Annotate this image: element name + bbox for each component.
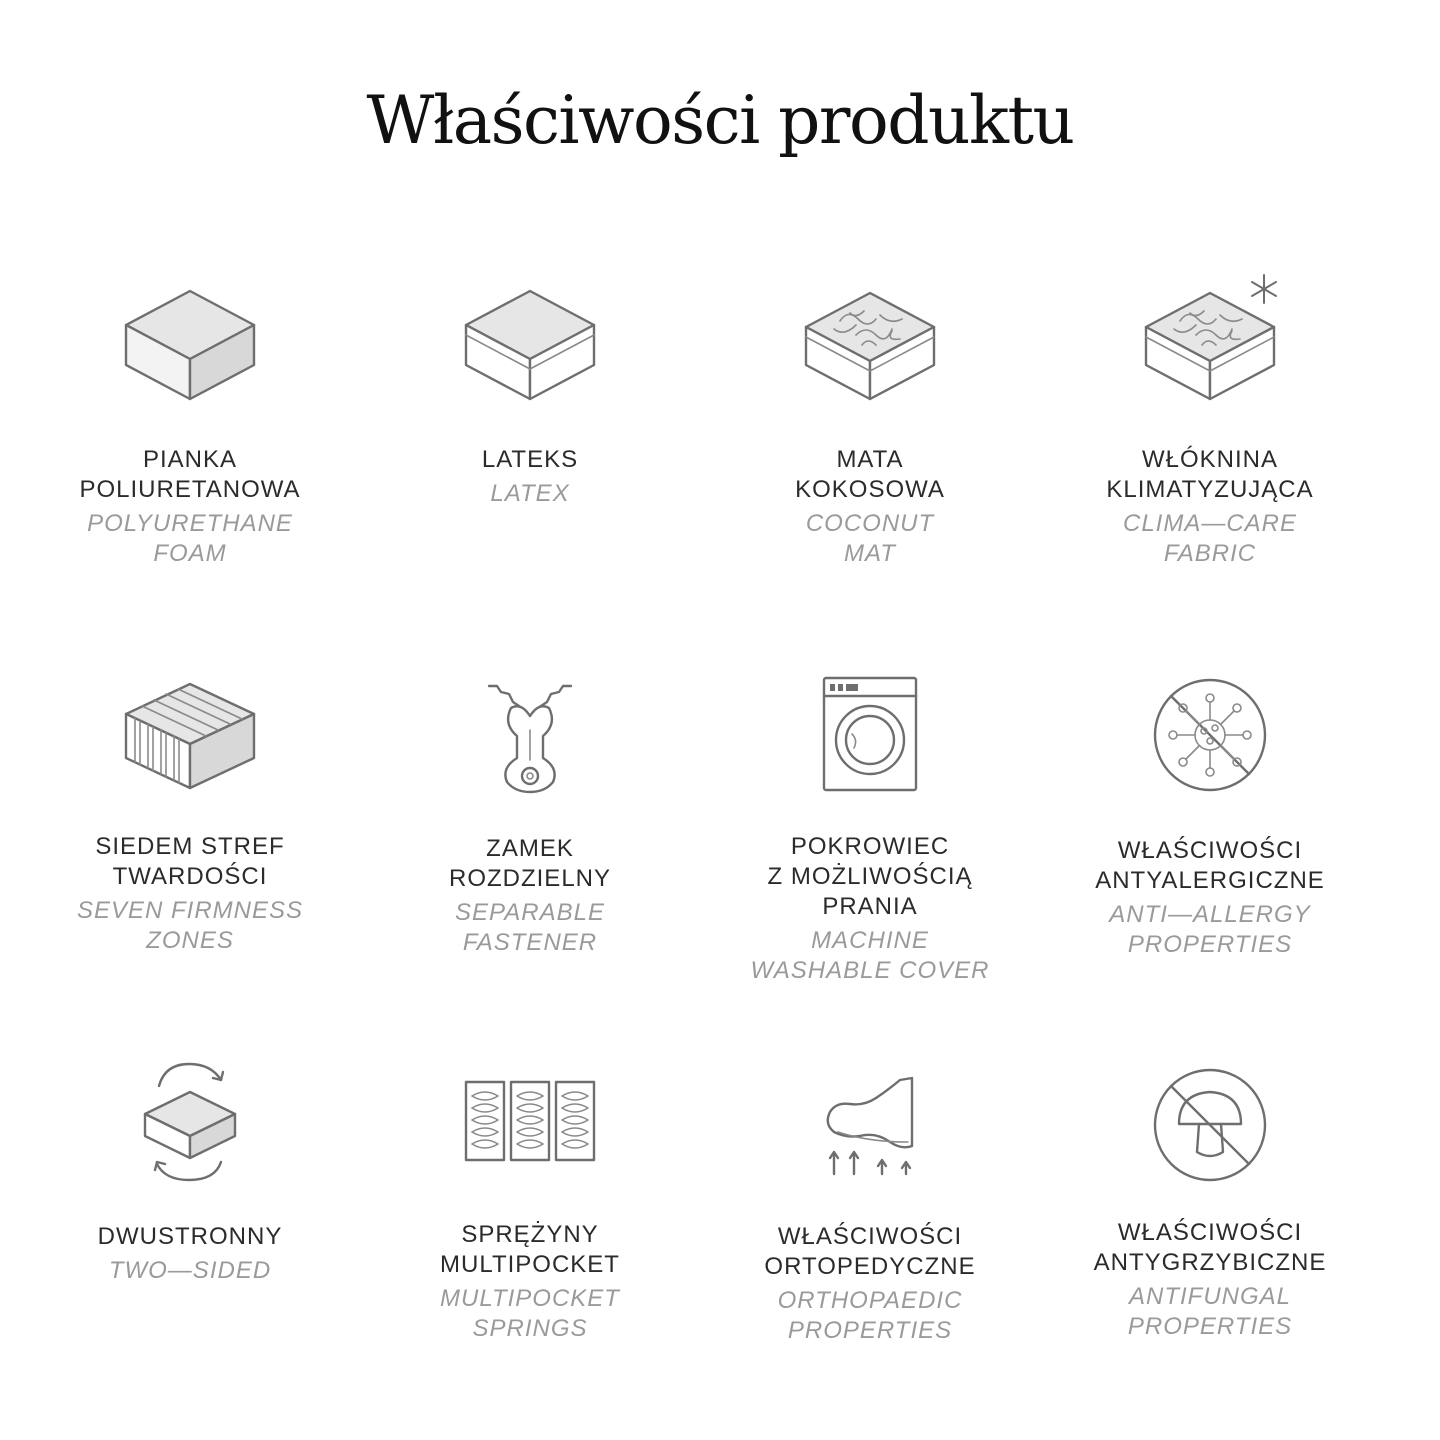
feature-label-pl: WŁAŚCIWOŚCI ORTOPEDYCZNE <box>764 1223 976 1280</box>
feature-seven-firmness-zones <box>20 680 360 956</box>
feature-label-pl: POKROWIEC Z MOŻLIWOŚCIĄ PRANIA <box>767 833 973 920</box>
feature-label-en: MULTIPOCKET SPRINGS <box>440 1285 620 1342</box>
seven-zones-icon <box>120 680 260 792</box>
feature-latex <box>360 285 700 509</box>
feature-multipocket-springs <box>360 1080 700 1344</box>
feature-label-en: MACHINE WASHABLE COVER <box>750 927 990 984</box>
page-title: Właściwości produktu <box>366 82 1074 159</box>
feature-label-pl: PIANKA POLIURETANOWA <box>79 446 301 503</box>
feature-label-en: ORTHOPAEDIC PROPERTIES <box>777 1287 963 1344</box>
clima-care-fabric-icon <box>1140 285 1280 405</box>
coconut-mat-icon <box>800 285 940 405</box>
pocket-springs-icon <box>464 1080 596 1162</box>
feature-label-pl: WŁÓKNINA KLIMATYZUJĄCA <box>1106 446 1314 503</box>
feature-label-en: LATEX <box>490 480 570 507</box>
feature-orthopaedic <box>700 1074 1040 1346</box>
feature-label-pl: LATEKS <box>481 446 579 473</box>
feature-label-en: CLIMA—CARE FABRIC <box>1122 510 1298 567</box>
feature-label-en: ANTIFUNGAL PROPERTIES <box>1127 1283 1293 1340</box>
feature-two-sided <box>20 1058 360 1286</box>
feature-separable-fastener <box>360 680 700 958</box>
feature-label-pl: WŁAŚCIWOŚCI ANTYALERGICZNE <box>1095 837 1325 894</box>
feature-label-pl: ZAMEK ROZDZIELNY <box>448 835 611 892</box>
anti-allergy-icon <box>1151 676 1269 794</box>
antifungal-icon <box>1151 1066 1269 1184</box>
feature-label-en: POLYURETHANE FOAM <box>87 510 293 567</box>
feature-label-pl: SPRĘŻYNY MULTIPOCKET <box>440 1221 620 1278</box>
feature-label-pl: WŁAŚCIWOŚCI ANTYGRZYBICZNE <box>1093 1219 1327 1276</box>
feature-anti-allergy <box>1040 676 1380 960</box>
feature-label-en: SEVEN FIRMNESS ZONES <box>76 897 304 954</box>
feature-antifungal <box>1040 1066 1380 1342</box>
feature-clima-care-fabric <box>1040 285 1380 569</box>
feature-label-pl: DWUSTRONNY <box>97 1223 283 1250</box>
foam-block-icon <box>120 285 260 405</box>
feature-coconut-mat <box>700 285 1040 569</box>
feature-label-en: SEPARABLE FASTENER <box>455 899 605 956</box>
washing-machine-icon <box>822 676 918 794</box>
feature-label-en: ANTI—ALLERGY PROPERTIES <box>1109 901 1311 958</box>
zipper-icon <box>485 680 575 792</box>
feature-label-pl: MATA KOKOSOWA <box>795 446 945 503</box>
latex-block-icon <box>460 285 600 405</box>
feature-polyurethane-foam <box>20 285 360 569</box>
snowflake-icon <box>1252 275 1276 303</box>
feature-label-en: TWO—SIDED <box>108 1257 272 1284</box>
feature-label-pl: SIEDEM STREF TWARDOŚCI <box>95 833 285 890</box>
feature-label-en: COCONUT MAT <box>805 510 935 567</box>
feature-machine-washable-cover <box>700 676 1040 986</box>
two-sided-icon <box>135 1058 245 1184</box>
orthopaedic-icon <box>824 1074 916 1178</box>
